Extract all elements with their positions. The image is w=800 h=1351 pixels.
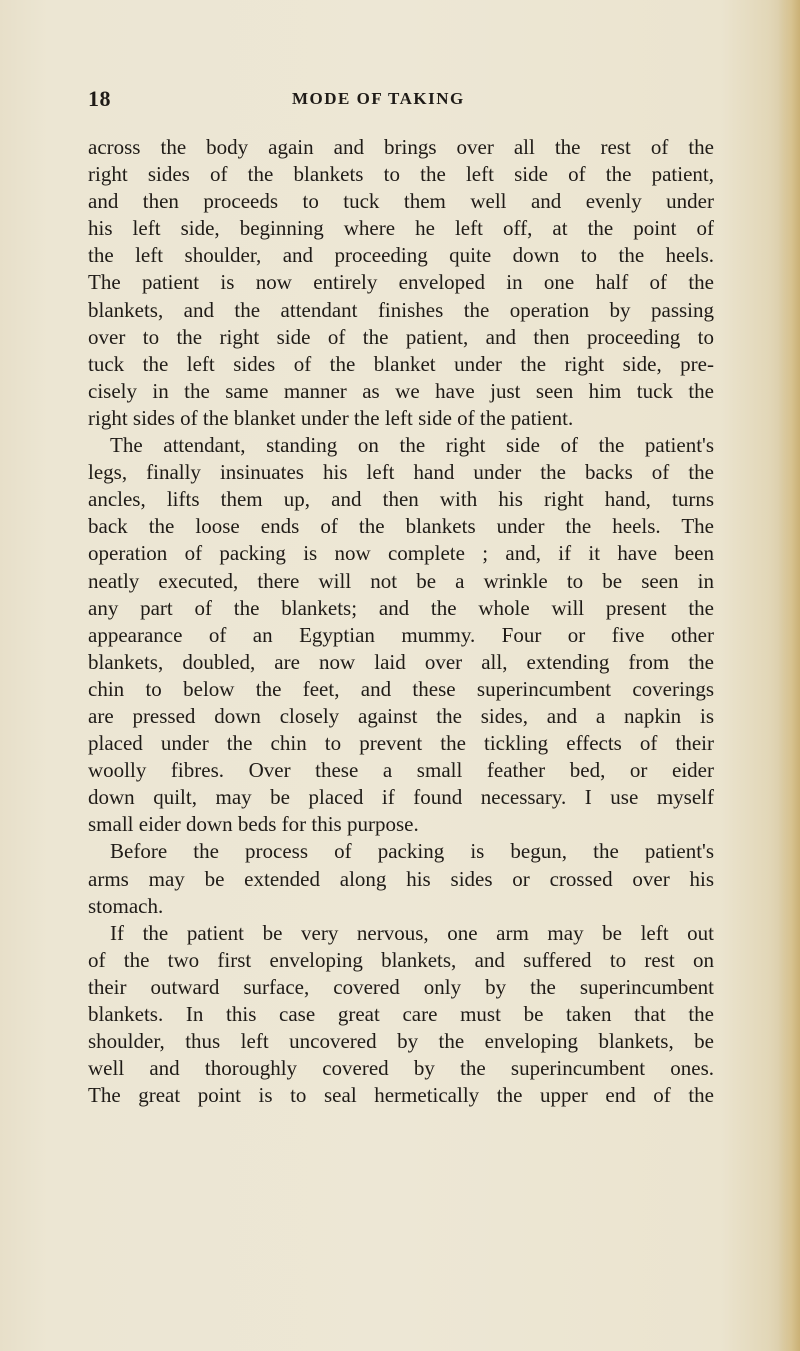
text-line: shoulder, thus left uncovered by the enveloping blankets, be [88,1029,714,1054]
text-line: down quilt, may be placed if found necessary. I use myself [88,785,714,810]
text-line: right sides of the blankets to the left side of the patient, [88,162,714,187]
text-line: legs, finally insinuates his left hand under the backs of the [88,460,714,485]
text-line: Before the process of packing is begun, the patient's [110,839,714,864]
text-line: of the two first enveloping blankets, and suffered to rest on [88,947,714,972]
text-line: ancles, lifts them up, and then with his right hand, turns [88,487,714,512]
text-line: and then proceeds to tuck them well and evenly under [88,189,714,214]
text-line: stomach. [88,893,164,918]
text-line: appearance of an Egyptian mummy. Four or five other [88,622,714,647]
text-line: blankets, doubled, are now laid over all, extending from the [88,649,714,674]
text-line: tuck the left sides of the blanket under the right side, pre- [88,351,714,376]
text-line: woolly fibres. Over these a small feather bed, or eider [88,758,714,783]
text-line: over to the right side of the patient, and then proceeding to [88,324,714,349]
running-head: MODE OF TAKING [292,89,465,108]
text-line: blankets, and the attendant finishes the operation by passing [88,297,714,322]
page-number: 18 [88,86,111,111]
text-line: operation of packing is now complete ; and, if it have been [88,541,714,566]
text-line: chin to below the feet, and these superincumbent coverings [88,676,714,701]
text-line: blankets. In this case great care must be taken that the [88,1002,714,1026]
text-line: If the patient be very nervous, one arm may be left out [110,920,714,945]
text-line: The attendant, standing on the right side of the patient's [110,433,714,458]
text-line: his left side, beginning where he left off, at the point of [88,216,714,241]
text-line: cisely in the same manner as we have just seen him tuck the [88,378,714,403]
text-line: right sides of the blanket under the left side of the patient. [88,405,574,430]
text-line: across the body again and brings over all the rest of the [88,135,714,159]
text-line: The patient is now entirely enveloped in one half of the [88,270,714,295]
text-line: their outward surface, covered only by the superincumbent [88,974,714,999]
text-line: any part of the blankets; and the whole will present the [88,595,714,620]
text-line: small eider down beds for this purpose. [88,812,419,837]
text-line: arms may be extended along his sides or crossed over his [88,866,714,891]
body-text [88,134,714,1109]
text-line: well and thoroughly covered by the superincumbent ones. [88,1056,714,1081]
page-edge [778,0,800,1351]
text-line: placed under the chin to prevent the tickling effects of their [88,731,714,756]
text-line: The great point is to seal hermetically the upper end of the [88,1083,714,1108]
text-line: back the loose ends of the blankets under the heels. The [88,514,714,539]
text-line: neatly executed, there will not be a wrinkle to be seen in [88,568,714,593]
page-header [88,86,714,116]
text-line: the left shoulder, and proceeding quite down to the heels. [88,243,714,268]
text-line: are pressed down closely against the sides, and a napkin is [88,703,714,728]
